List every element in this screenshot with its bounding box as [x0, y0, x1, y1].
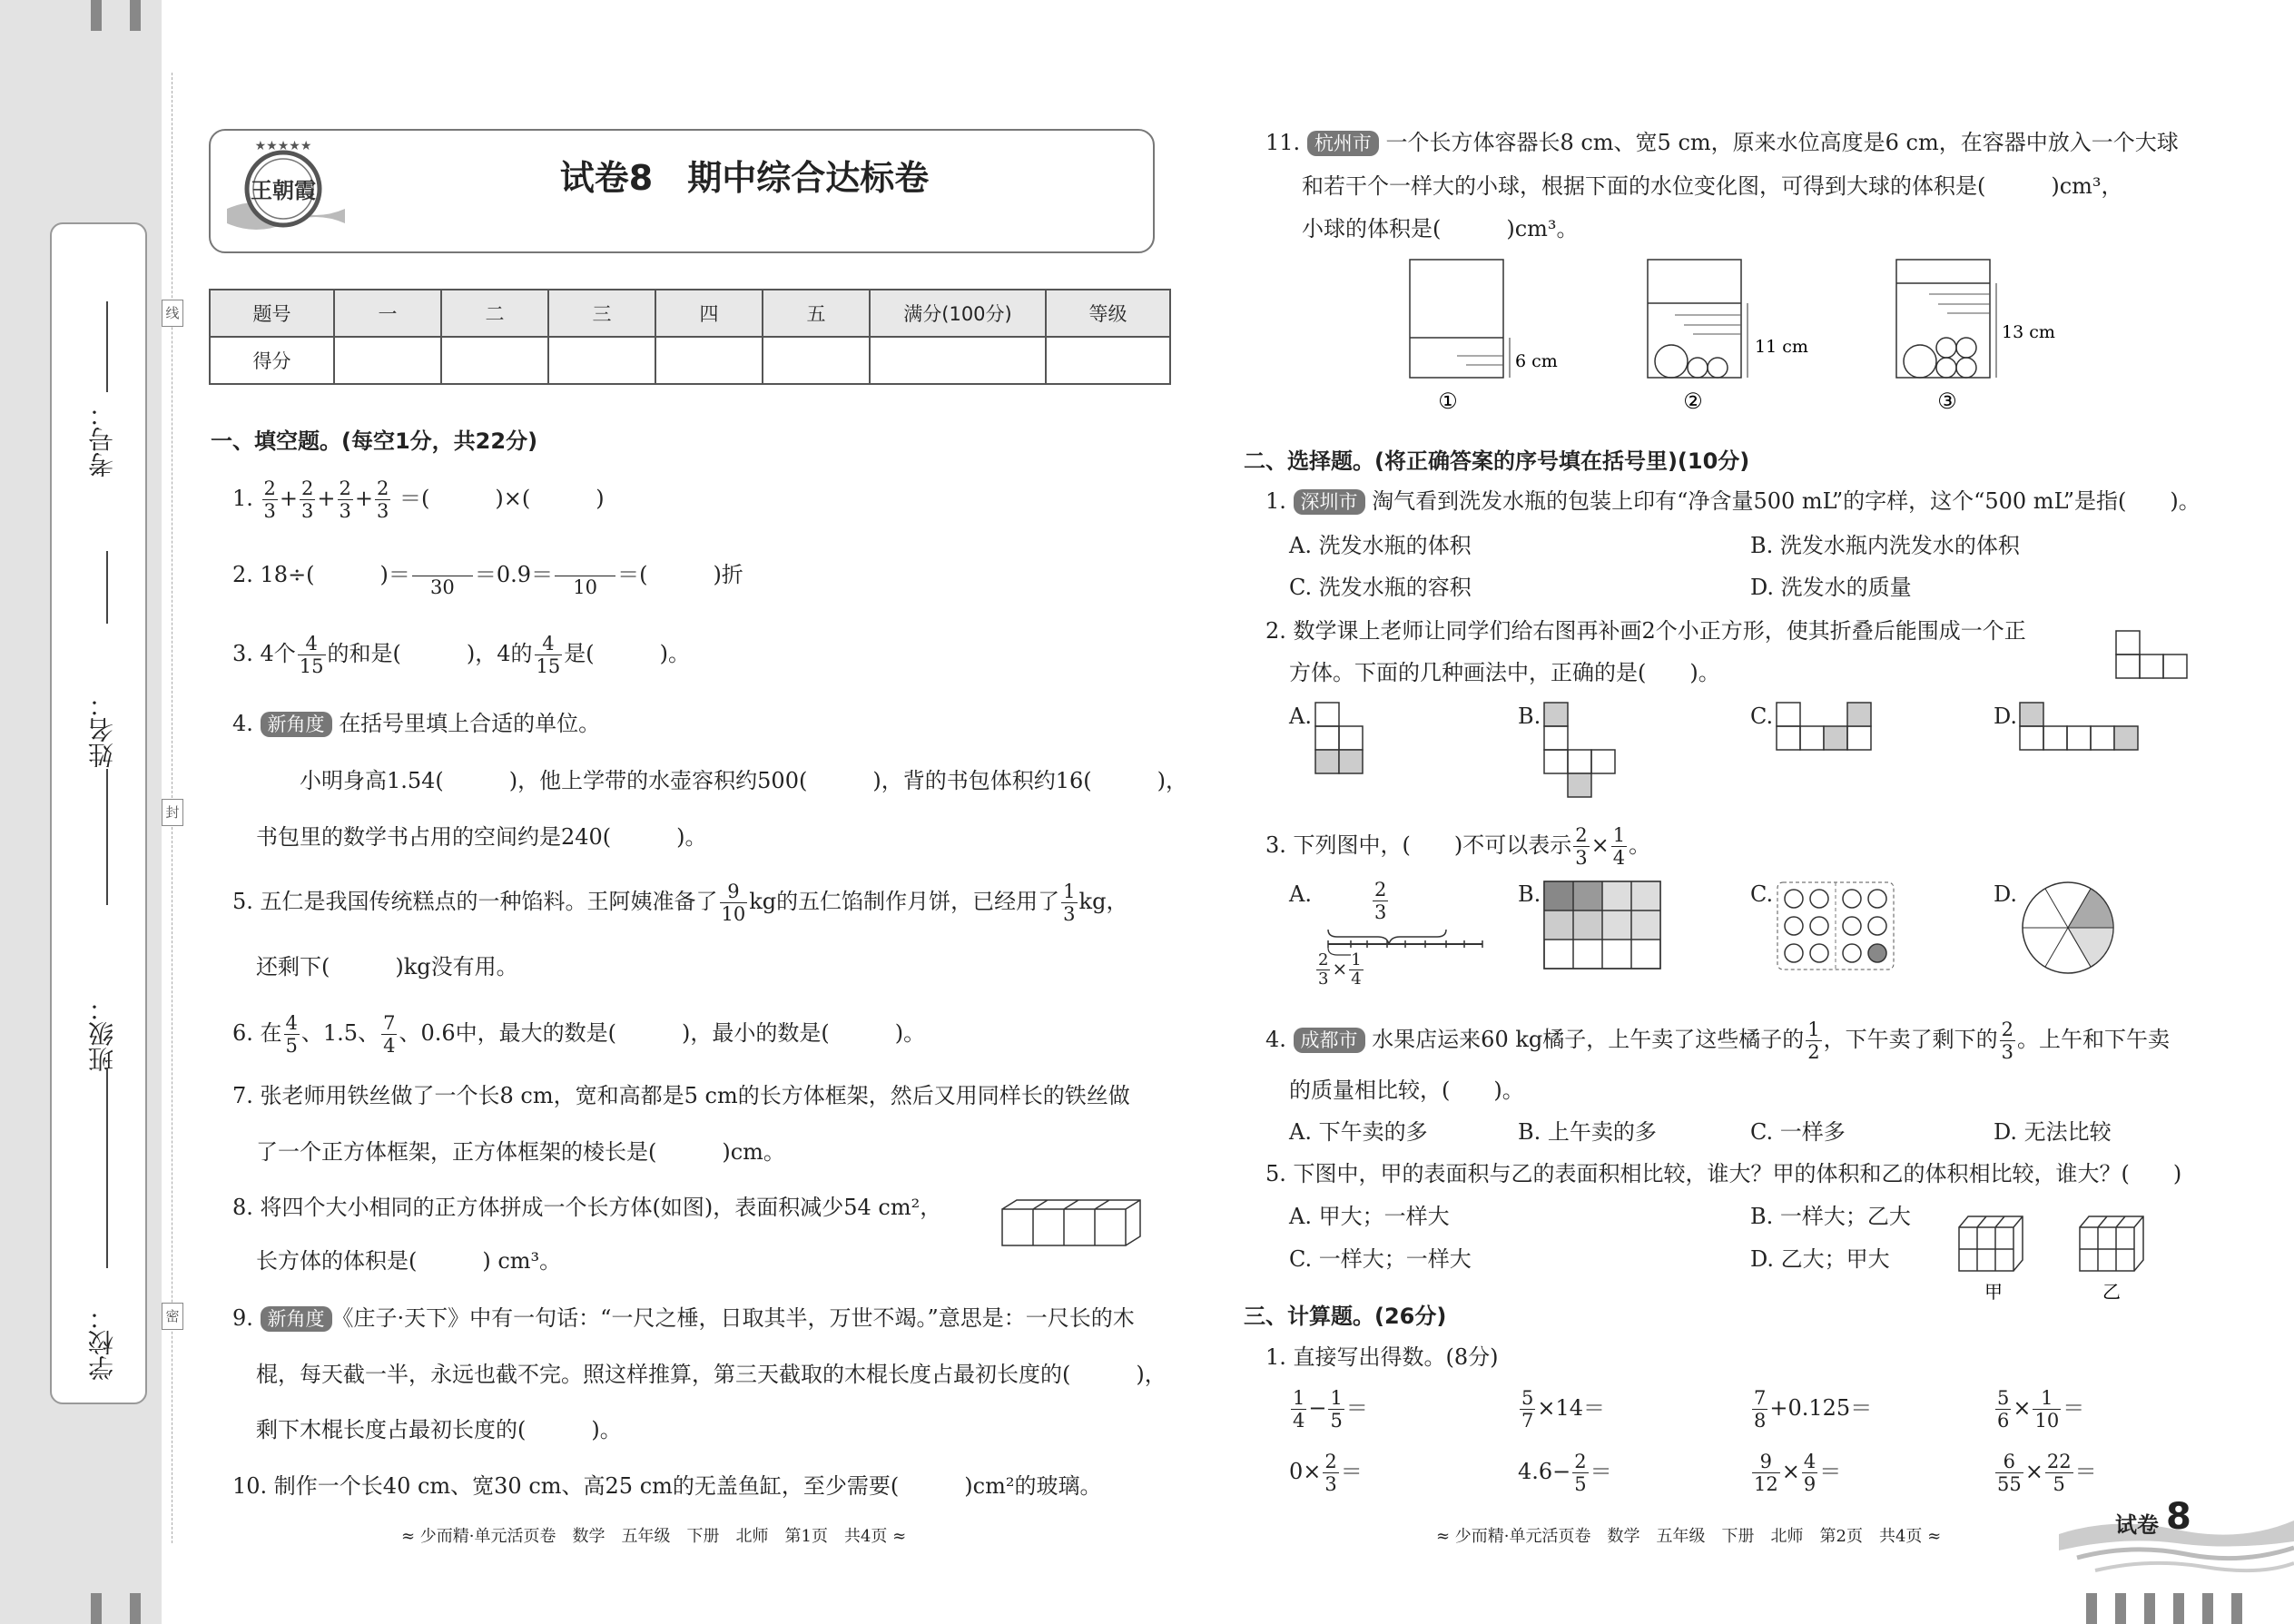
exam-number-field[interactable]	[106, 301, 108, 392]
operator: ×	[2013, 1395, 2032, 1421]
denominator: 3	[1575, 847, 1588, 869]
numerator: 2	[2001, 1019, 2014, 1040]
fraction	[338, 477, 353, 522]
denominator: 3	[339, 500, 351, 522]
question-number: 4.	[1265, 1027, 1286, 1052]
fraction	[1349, 951, 1363, 989]
question-1: 1. $\frac{2}{3}$ + $\frac{2}{3}$ + $\frac{2}{3}$ + $\frac{2}{3}$ ＝( )×( )	[232, 477, 605, 522]
question-text: 3. 下列图中，( )不可以表示	[1265, 832, 1572, 858]
table-header-cell: 三	[548, 290, 655, 337]
name-field[interactable]	[106, 769, 108, 905]
question-text: 的和是( )，4的	[327, 641, 533, 666]
class-label: 班级：	[87, 996, 117, 1072]
choice-1	[1265, 486, 2200, 517]
question-text: 《庄子·天下》中有一句话：“一尺之棰，日取其半，万世不竭。”意思是：一尺长的木	[331, 1305, 1135, 1331]
question-4	[232, 708, 600, 739]
fraction	[1752, 1451, 1780, 1495]
denominator: 12	[1754, 1473, 1778, 1495]
pie-figure	[2021, 881, 2115, 975]
question-11	[1265, 127, 2179, 158]
fraction	[2045, 1451, 2073, 1495]
water-level-figures	[1403, 256, 2220, 419]
choice-4	[1265, 1019, 2170, 1063]
calc-item	[1518, 1451, 1612, 1495]
class-field[interactable]	[106, 1068, 108, 1268]
fraction	[1995, 1451, 2023, 1495]
calc-title: 1. 直接写出得数。(8分)	[1265, 1344, 1499, 1370]
cut-mark	[2231, 1593, 2242, 1624]
fraction	[1802, 1451, 1817, 1495]
region-tag: 成都市	[1294, 1028, 1365, 1053]
fraction	[1520, 1387, 1535, 1432]
option-d[interactable]: D. 洗发水的质量	[1750, 575, 1912, 600]
option-a[interactable]: A. 甲大；一样大	[1289, 1204, 1450, 1229]
score-cell[interactable]	[655, 337, 763, 384]
operator: ×	[1781, 1459, 1800, 1484]
solid-name: 乙	[2102, 1281, 2121, 1303]
question-text: kg，	[1078, 889, 1128, 914]
option-c[interactable]: C. 洗发水瓶的容积	[1289, 575, 1472, 600]
height-label: 6 cm	[1515, 351, 1558, 371]
small-ball	[1936, 358, 1956, 378]
table-header-cell: 五	[763, 290, 870, 337]
option-b[interactable]: B. 上午卖的多	[1518, 1119, 1657, 1145]
region-tag: 杭州市	[1307, 131, 1379, 156]
option-c[interactable]: C.	[1750, 704, 1774, 729]
brand-logo	[227, 136, 345, 241]
choice-3	[1265, 824, 1650, 869]
denominator: 15	[299, 655, 324, 677]
small-ball	[1956, 338, 1976, 358]
calc-item	[1750, 1387, 1872, 1432]
question-9-line: 棍，每天截一半，永远也截不完。照这样推算，第三天截取的木棍长度占最初长度的( )，	[256, 1362, 1167, 1387]
score-cell[interactable]	[763, 337, 870, 384]
question-6	[232, 1012, 925, 1057]
fraction	[2033, 1387, 2061, 1432]
question-3	[232, 633, 690, 677]
choice-2-line: 方体。下面的几种画法中，正确的是( )。	[1289, 660, 1720, 685]
fraction	[1373, 879, 1388, 923]
score-cell[interactable]	[1046, 337, 1170, 384]
small-ball	[1956, 358, 1976, 378]
numerator: 2	[1574, 1451, 1587, 1472]
table-header-cell: 四	[655, 290, 763, 337]
question-text: 一个长方体容器长8 cm、宽5 cm，原来水位高度是6 cm，在容器中放入一个大球	[1385, 130, 2179, 155]
exam-number-field[interactable]	[106, 551, 108, 624]
option-d[interactable]: D. 无法比较	[1994, 1119, 2112, 1145]
fraction	[284, 1012, 300, 1057]
page-footer: ≈ 少而精·单元活页卷 数学 五年级 下册 北师 第1页 共4页 ≈	[401, 1527, 907, 1546]
figure-label: ②	[1683, 389, 1703, 414]
question-9	[232, 1303, 1135, 1334]
question-8-line: 8. 将四个大小相同的正方体拼成一个长方体(如图)，表面积减少54 cm²，	[232, 1195, 942, 1220]
option-d[interactable]: D. 乙大；甲大	[1750, 1246, 1890, 1272]
cut-mark	[91, 1593, 102, 1624]
numerator: 7	[383, 1012, 396, 1034]
question-text: 。	[1629, 832, 1651, 858]
question-text: 3. 4个	[232, 641, 296, 666]
fraction	[412, 554, 473, 598]
denominator: 30	[430, 576, 455, 598]
option-a[interactable]: A. 下午卖的多	[1289, 1119, 1428, 1145]
section-heading: 三、计算题。(26分)	[1244, 1304, 1447, 1329]
exam-number-label: 考号：	[87, 401, 117, 477]
question-text: 2. 18÷( )＝	[232, 562, 410, 587]
numerator: 4	[285, 1012, 298, 1034]
cut-mark	[2115, 1593, 2126, 1624]
denominator: 15	[536, 655, 561, 677]
question-5-line: 还剩下( )kg没有用。	[256, 954, 518, 979]
cut-mark	[2173, 1593, 2184, 1624]
svg-text:★★★★★: ★★★★★	[254, 139, 312, 153]
numerator: 4	[298, 633, 326, 655]
student-info-box	[50, 222, 147, 1404]
numerator: 2	[1324, 1451, 1337, 1472]
name-label: 姓名：	[87, 692, 117, 768]
denominator: 5	[2053, 1473, 2065, 1495]
numerator: 7	[1754, 1387, 1767, 1409]
question-11-line: 和若干个一样大的小球，根据下面的水位变化图，可得到大球的体积是( )cm³，	[1302, 173, 2123, 199]
question-number: 11.	[1265, 130, 1301, 155]
denominator: 55	[1997, 1473, 2022, 1495]
equals: ＝	[1340, 1459, 1363, 1484]
height-label: 13 cm	[2002, 322, 2055, 342]
option-c[interactable]: C. 一样多	[1750, 1119, 1846, 1145]
fraction	[1328, 1387, 1344, 1432]
seal-char: 封	[162, 799, 183, 826]
school-label: 学校：	[87, 1304, 117, 1381]
net-option-b	[1543, 702, 1618, 802]
cut-mark	[2144, 1593, 2155, 1624]
figure-label: ③	[1937, 389, 1957, 414]
fraction	[300, 477, 315, 522]
net-option-c	[1776, 702, 1876, 753]
fraction	[555, 554, 615, 598]
choice-2-line: 2. 数学课上老师让同学们给右图再补画2个小正方形，使其折叠后能围成一个正	[1265, 618, 2026, 644]
question-text: 6. 在	[232, 1020, 282, 1046]
denominator: 5	[285, 1035, 298, 1057]
table-row-label: 得分	[210, 337, 334, 384]
question-text: ＝0.9＝	[474, 562, 554, 587]
option-b[interactable]: B. 一样大；乙大	[1750, 1204, 1911, 1229]
score-cell[interactable]	[334, 337, 441, 384]
container-3	[1896, 260, 1990, 378]
fraction	[375, 477, 390, 522]
numerator-blank[interactable]	[555, 554, 615, 576]
region-tag: 深圳市	[1294, 489, 1365, 515]
equals: ＝	[1590, 1459, 1612, 1484]
table-header-cell: 二	[441, 290, 548, 337]
fraction	[1806, 1019, 1821, 1063]
fraction	[298, 633, 326, 677]
height-label: 11 cm	[1755, 337, 1808, 357]
denominator: 4	[383, 1035, 396, 1057]
denominator: 10	[2034, 1410, 2060, 1432]
denominator: 10	[573, 576, 597, 598]
fraction	[1995, 1387, 2011, 1432]
denominator: 9	[1803, 1473, 1816, 1495]
question-number: 4.	[232, 711, 253, 736]
calc-item	[1289, 1451, 1363, 1495]
fraction	[1611, 824, 1627, 869]
fraction	[1572, 1451, 1588, 1495]
option-a[interactable]: A.	[1289, 704, 1312, 729]
badge-number: 8	[2166, 1496, 2191, 1538]
fraction	[1061, 881, 1077, 925]
seal-char: 线	[162, 300, 183, 327]
large-ball	[1655, 345, 1688, 378]
option-a[interactable]: A. 洗发水瓶的体积	[1289, 533, 1472, 558]
option-d[interactable]: D.	[1994, 704, 2018, 729]
numerator: 1	[1612, 824, 1626, 846]
question-9-line: 剩下木棍长度占最初长度的( )。	[256, 1417, 622, 1442]
denominator: 4	[1612, 847, 1626, 869]
question-text: 。上午和下午卖	[2017, 1027, 2171, 1052]
denominator: 3	[301, 500, 314, 522]
denominator: 7	[1521, 1410, 1534, 1432]
new-angle-tag: 新角度	[261, 712, 332, 737]
page-title: 试卷8 期中综合达标卷	[559, 158, 930, 198]
denominator: 8	[1754, 1410, 1767, 1432]
figure-a-fraction	[1371, 879, 1390, 923]
cut-mark	[130, 0, 141, 31]
numerator: 6	[1995, 1451, 2023, 1473]
denominator: 3	[1374, 901, 1387, 923]
small-ball	[1688, 358, 1708, 378]
new-angle-tag: 新角度	[261, 1306, 332, 1332]
svg-text:王朝霞: 王朝霞	[251, 177, 316, 203]
denominator: 2	[1807, 1041, 1820, 1063]
denominator: 3	[263, 500, 276, 522]
calc-item	[1289, 1387, 1368, 1432]
denominator: 5	[1330, 1410, 1343, 1432]
numerator-blank[interactable]	[412, 554, 473, 576]
option-c[interactable]: C. 一样大；一样大	[1289, 1246, 1472, 1272]
denominator: 5	[1574, 1473, 1587, 1495]
denominator: 3	[2001, 1041, 2014, 1063]
denominator: 3	[1318, 969, 1329, 989]
question-text: 5. 五仁是我国传统糕点的一种馅料。王阿姨准备了	[232, 889, 718, 914]
question-11-line: 小球的体积是( )cm³。	[1302, 216, 1579, 241]
numerator: 1	[1330, 1387, 1343, 1409]
option-d[interactable]: D.	[1994, 881, 2018, 907]
question-8-line: 长方体的体积是( ) cm³。	[256, 1248, 562, 1274]
table-header-cell: 一	[334, 290, 441, 337]
numerator: 2	[1318, 950, 1329, 969]
score-cell[interactable]	[548, 337, 655, 384]
cut-mark	[130, 1593, 141, 1624]
fraction	[1291, 1387, 1306, 1432]
denominator: 4	[1351, 969, 1362, 989]
figure-a-product	[1314, 951, 1365, 989]
operator: +0.125＝	[1769, 1395, 1873, 1421]
option-b[interactable]: B. 洗发水瓶内洗发水的体积	[1750, 533, 2020, 558]
operator: ×	[1332, 958, 1348, 979]
table-header-cell: 等级	[1046, 290, 1170, 337]
equals: ＝	[2063, 1395, 2085, 1421]
numerator: 2	[339, 477, 351, 499]
table-header-cell: 题号	[210, 290, 334, 337]
cut-mark	[91, 0, 102, 31]
cube-net-reference	[2115, 630, 2188, 679]
calc-item	[1518, 1387, 1605, 1432]
denominator: 10	[721, 903, 746, 925]
denominator: 3	[1324, 1473, 1337, 1495]
question-text: 是( )。	[564, 641, 690, 666]
small-ball	[1708, 358, 1728, 378]
page-footer: ≈ 少而精·单元活页卷 数学 五年级 下册 北师 第2页 共4页 ≈	[1436, 1527, 1942, 1546]
figure-label: ①	[1438, 389, 1458, 414]
question-text: ，下午卖了剩下的	[1823, 1027, 1998, 1052]
cut-mark	[2086, 1593, 2097, 1624]
fraction	[2000, 1019, 2015, 1063]
operand: 4.6−	[1518, 1459, 1571, 1484]
numerator: 5	[1521, 1387, 1534, 1409]
cut-mark	[2202, 1593, 2213, 1624]
question-text: kg的五仁馅制作月饼，已经用了	[749, 889, 1060, 914]
numerator: 1	[1351, 950, 1362, 969]
denominator: 3	[1063, 903, 1076, 925]
numerator: 9	[720, 881, 748, 903]
calc-item	[1994, 1387, 2084, 1432]
numerator: 2	[263, 477, 276, 499]
numerator: 22	[2046, 1451, 2072, 1472]
denominator: 4	[1293, 1410, 1305, 1432]
operator: −	[1308, 1395, 1327, 1421]
question-4-line: 书包里的数学书占用的空间约是240( )。	[256, 824, 707, 850]
table-header-cell: 满分(100分)	[870, 290, 1046, 337]
denominator: 6	[1997, 1410, 2010, 1432]
badge-label: 试卷	[2115, 1512, 2159, 1538]
fraction	[535, 633, 563, 677]
question-number: 1.	[1265, 488, 1286, 514]
fraction	[1573, 824, 1589, 869]
small-ball	[1936, 338, 1956, 358]
question-text: 、0.6中，最大的数是( )，最小的数是( )。	[399, 1020, 926, 1046]
fraction	[1316, 951, 1330, 989]
operator: ×	[1590, 832, 1610, 858]
answer-blanks[interactable]: ＝( )×( )	[399, 486, 605, 511]
grid-figure	[1543, 881, 1661, 969]
numerator: 4	[1803, 1451, 1816, 1472]
numerator: 1	[1807, 1019, 1820, 1040]
equals: ＝	[1345, 1395, 1368, 1421]
option-b[interactable]: B.	[1518, 881, 1541, 907]
operator: ×	[2024, 1459, 2043, 1484]
option-b[interactable]: B.	[1518, 704, 1541, 729]
section-heading: 二、选择题。(将正确答案的序号填在括号里)(10分)	[1244, 448, 1750, 474]
fraction	[381, 1012, 397, 1057]
answer-blank[interactable]: ＝( )折	[617, 562, 743, 587]
question-10: 10. 制作一个长40 cm、宽30 cm、高25 cm的无盖鱼缸，至少需要( )cm²的玻璃。	[232, 1473, 1102, 1499]
operand: 0×	[1289, 1459, 1322, 1484]
calc-item	[1994, 1451, 2097, 1495]
option-a[interactable]: A.	[1289, 881, 1312, 907]
question-number: 9.	[232, 1305, 253, 1331]
question-text: 水果店运来60 kg橘子，上午卖了这些橘子的	[1372, 1027, 1805, 1052]
numerator: 1	[1293, 1387, 1305, 1409]
fraction	[1752, 1387, 1767, 1432]
numerator: 2	[1575, 824, 1588, 846]
net-option-a	[1314, 702, 1387, 776]
fraction	[1323, 1451, 1338, 1495]
equals: ＝	[1819, 1459, 1842, 1484]
net-option-d	[2019, 702, 2142, 753]
section-heading: 一、填空题。(每空1分，共22分)	[211, 428, 538, 454]
cuboid-figure	[999, 1198, 1148, 1248]
circles-figure	[1776, 881, 1895, 971]
numerator: 9	[1752, 1451, 1780, 1473]
numerator: 1	[1063, 881, 1076, 902]
operator: ×14＝	[1537, 1395, 1606, 1421]
numerator: 5	[1997, 1387, 2010, 1409]
numerator: 2	[301, 477, 314, 499]
large-ball	[1904, 345, 1936, 378]
score-table	[209, 289, 1171, 385]
fraction	[262, 477, 278, 522]
fraction	[720, 881, 748, 925]
numerator: 4	[535, 633, 563, 655]
question-7-line: 了一个正方体框架，正方体框架的棱长是( )cm。	[256, 1139, 785, 1165]
solid-name: 甲	[1984, 1281, 2003, 1303]
option-c[interactable]: C.	[1750, 881, 1774, 907]
question-4-line: 小明身高1.54( )，他上学带的水壶容积约500( )，背的书包体积约16( )，	[300, 768, 1187, 793]
score-cell[interactable]	[870, 337, 1046, 384]
question-text: 在括号里填上合适的单位。	[339, 711, 601, 736]
question-number: 1.	[232, 486, 253, 511]
denominator: 3	[377, 500, 389, 522]
numerator: 2	[377, 477, 389, 499]
question-7-line: 7. 张老师用铁丝做了一个长8 cm，宽和高都是5 cm的长方体框架，然后又用同样长的铁丝做	[232, 1083, 1130, 1108]
seal-char: 密	[162, 1303, 183, 1330]
choice-5: 5. 下图中，甲的表面积与乙的表面积相比较，谁大？甲的体积和乙的体积相比较，谁大？( )	[1265, 1161, 2182, 1186]
container-1	[1410, 260, 1503, 378]
container-2	[1648, 260, 1741, 378]
question-text: 淘气看到洗发水瓶的包装上印有“净含量500 mL”的字样，这个“500 mL”是指( )。	[1372, 488, 2200, 514]
score-cell[interactable]	[441, 337, 548, 384]
calc-item	[1750, 1451, 1841, 1495]
numerator: 2	[1374, 879, 1387, 901]
question-text: 、1.5、	[300, 1020, 380, 1046]
question-5	[232, 881, 1127, 925]
numerator: 1	[2033, 1387, 2061, 1410]
question-2	[232, 554, 743, 598]
equals: ＝	[2074, 1459, 2097, 1484]
solids-jia-yi	[1957, 1211, 2166, 1302]
choice-4-line: 的质量相比较，( )。	[1289, 1078, 1524, 1103]
